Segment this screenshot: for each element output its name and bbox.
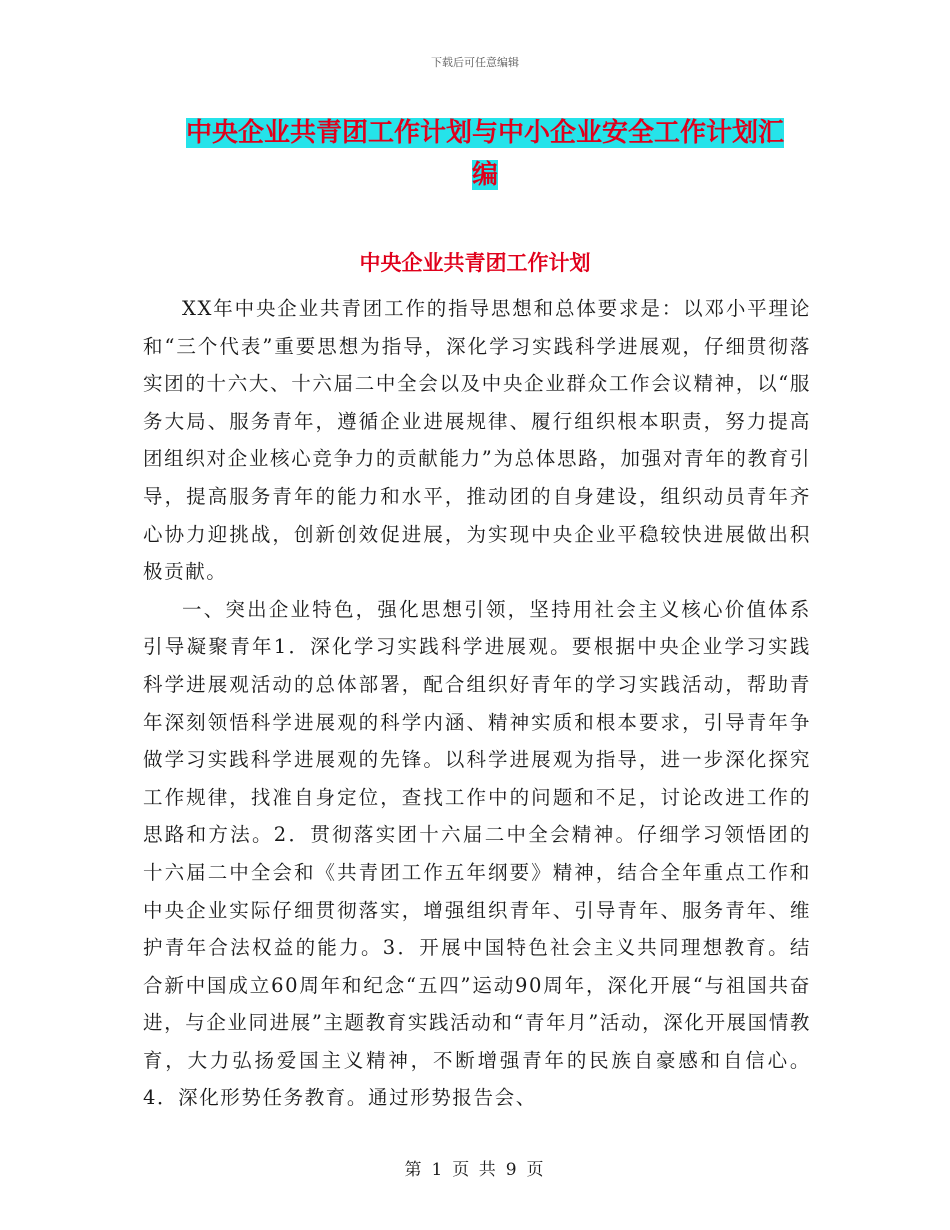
footer-middle: 页 共	[452, 1160, 498, 1180]
title-line-1: 中央企业共青团工作计划与中小企业安全工作计划汇	[185, 118, 784, 148]
title-line-2: 编	[471, 160, 498, 190]
page-footer	[0, 1155, 950, 1180]
header-note: 下载后可任意编辑	[431, 56, 519, 69]
paragraph: XX年中央企业共青团工作的指导思想和总体要求是：以邓小平理论和“三个代表”重要思想为指导，深化学习实践科学进展观，仔细贯彻落实团的十六大、十六届二中全会以及中央企业群众工作会议精神，以“服务大局、服务青年，遵循企业进展规律、履行组织根本职责，努力提高团组织对企业核心竞争力的贡献能力”为总体思路，加强对青年的教育引导，提高服务青年的能力和水平，推动团的自身建设，组织动员青年齐心协力迎挑战，创新创效促进展，为实现中央企业平稳较快进展做出积极贡献。	[143, 297, 811, 584]
footer-prefix: 第	[404, 1160, 424, 1180]
footer-suffix: 页	[526, 1160, 546, 1180]
footer-total-pages: 9	[505, 1160, 519, 1180]
footer-page-number: 1	[431, 1160, 445, 1180]
body-text	[143, 290, 811, 1117]
section-heading: 中央企业共青团工作计划	[359, 250, 591, 275]
document-title	[160, 112, 810, 196]
paragraph: 一、突出企业特色，强化思想引领，坚持用社会主义核心价值体系引导凝聚青年1．深化学习实践科学进展观。要根据中央企业学习实践科学进展观活动的总体部署，配合组织好青年的学习实践活动，帮助青年深刻领悟科学进展观的科学内涵、精神实质和根本要求，引导青年争做学习实践科学进展观的先锋。以科学进展观为指导，进一步深化探究工作规律，找准自身定位，查找工作中的问题和不足，讨论改进工作的思路和方法。2．贯彻落实团十六届二中全会精神。仔细学习领悟团的十六届二中全会和《共青团工作五年纲要》精神，结合全年重点工作和中央企业实际仔细贯彻落实，增强组织青年、引导青年、服务青年、维护青年合法权益的能力。3．开展中国特色社会主义共同理想教育。结合新中国成立60周年和纪念“五四”运动90周年，深化开展“与祖国共奋进，与企业同进展”主题教育实践活动和“青年月”活动，深化开展国情教育，大力弘扬爱国主义精神，不断增强青年的民族自豪感和自信心。4．深化形势任务教育。通过形势报告会、	[143, 597, 811, 1110]
